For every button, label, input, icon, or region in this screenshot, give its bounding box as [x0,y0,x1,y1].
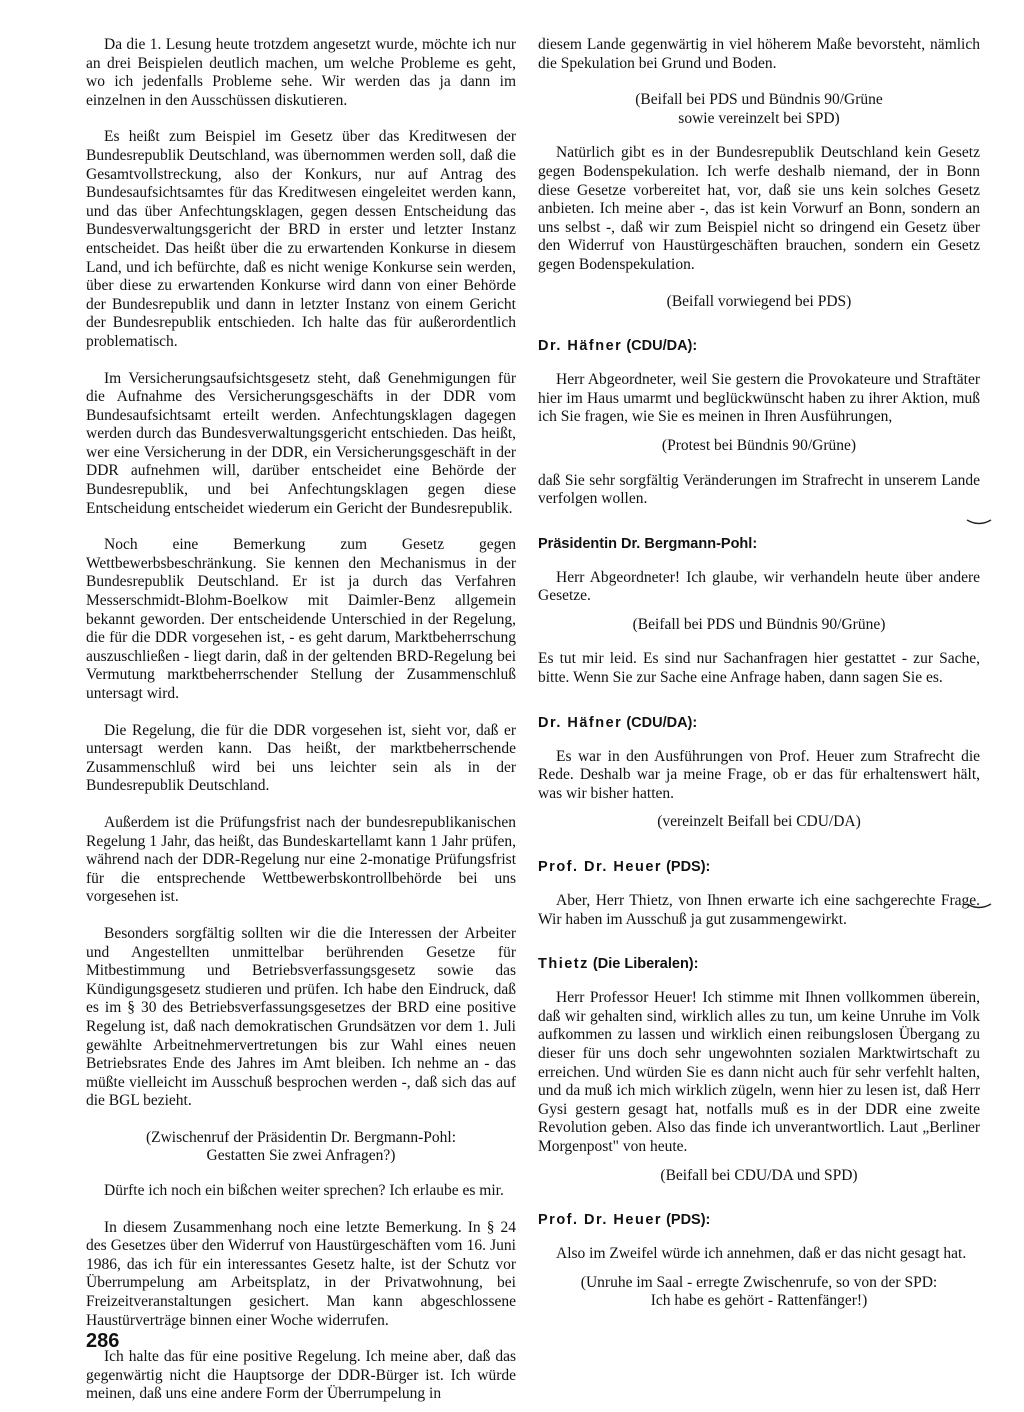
paragraph: Herr Professor Heuer! Ich stimme mit Ihnen vollkommen überein, daß wir gehalten sind, wirklich alles zu tun, um keine Unruhe im Volk aufkommen zu lassen und wirklich einen reibungslosen Übergang zu dieser für uns doch sehr ungewohnten sozialen Marktwirtschaft zu erreichen. Und würden Sie es dann nicht auch für sehr verfehlt halten, und da muß ich mich wirklich zügeln, wenn hier zu lesen ist, daß Herr Gysi gestern gesagt hat, notfalls muß es in der DDR eine zweite Revolution geben. Also das finde ich unverantwortlich. Laut „Berliner Morgenpost" von heute. [538,989,980,1155]
speaker-party: (CDU/DA): [626,338,698,355]
speaker-name: Dr. Häfner [538,714,623,731]
applause-line: (Beifall bei PDS und Bündnis 90/Grüne [635,91,883,109]
paragraph: Herr Abgeordneter, weil Sie gestern die Provokateure und Straftäter hier im Haus umarmt und beglückwünscht haben zu ihrer Aktion, muß ich Sie fragen, wie Sie es meinen in Ihren Ausführungen, [538,371,980,426]
interjection-line: (Zwischenruf der Präsidentin Dr. Bergmann-Pohl: [145,1128,457,1146]
applause-note: (Beifall vorwiegend bei PDS) [666,292,852,310]
paragraph: Die Regelung, die für die DDR vorgesehen ist, sieht vor, daß er untersagt werden kann. Das heißt, der marktbeherrschende Zusammenschluß wird bei uns leichter sein als in der Bundesrepublik Deutschland. [86,721,516,795]
speaker-party: (PDS): [666,859,711,876]
paragraph-continuation: diesem Lande gegenwärtig in viel höherem Maße bevorsteht, nämlich die Spekulation bei Grund und Boden. [538,36,980,72]
paragraph: Außerdem ist die Prüfungsfrist nach der bundesrepublikanischen Regelung 1 Jahr, das heißt, das Bundeskartellamt kann 1 Jahr prüfen, während nach der DDR-Regelung nur eine 2-monatige Prüfungsfrist für die entsprechende Wettbewerbskontrollbehörde bei uns vorgesehen ist. [86,813,516,906]
speaker-heading [538,1211,980,1229]
paragraph-continuation: daß Sie sehr sorgfältig Veränderungen im Strafrecht in unserem Lande verfolgen wollen. [538,471,980,508]
interjection-line: (Unruhe im Saal - erregte Zwischenrufe, so von der SPD: [580,1273,938,1291]
speaker-heading [538,858,980,876]
speaker-name: Prof. Dr. Heuer [538,1212,663,1229]
speaker-name: Dr. Häfner [538,338,623,355]
applause-line: sowie vereinzelt bei SPD) [678,109,840,127]
speaker-name: Thietz [538,956,589,973]
paragraph: Im Versicherungsaufsichtsgesetz steht, daß Genehmigungen für die Aufnahme des Versicherungsgeschäfts in der DDR vom Bundesaufsichtsamt erteilt werden. Anfechtungsklagen dagegen werden durch das Bundesverwaltungsgericht entschieden. Das heißt, wer eine Versicherung in der DDR, ein Versicherungsgeschäft in der DDR aufnehmen will, darüber entscheidet eine Behörde der Bundesrepublik, und bei Anfechtungsklagen gegen diese Entscheidung entscheidet wiederum ein Gericht der Bundesrepublik. [86,369,516,517]
paragraph: Es war in den Ausführungen von Prof. Heuer zum Strafrecht die Rede. Deshalb war ja meine Frage, ob er das für erhaltenswert hält, was wir bisher hatten. [538,747,980,802]
paragraph: Herr Abgeordneter! Ich glaube, wir verhandeln heute über andere Gesetze. [538,568,980,605]
page-number: 286 [86,1330,120,1352]
paragraph: Besonders sorgfältig sollten wir die die Interessen der Arbeiter und Angestellten unmittelbar berührenden Gesetze für Mitbestimmung und Betriebsverfassungsgesetz sowie das Kündigungsgesetz studieren und prüfen. Ich habe den Eindruck, daß es im § 30 des Betriebsverfassungsgesetzes der BRD eine positive Regelung ist, daß nach demokratischen Grundsätzen vor dem 1. Juli gewählte Arbeitnehmervertretungen bis zur Wahl eines neuen Betriebsrates Ende des Jahres im Amt bleiben. Ich nehme an - das müßte vielleicht im Ausschuß besprochen werden -, daß sich das auf die BGL bezieht. [86,924,516,1110]
interjection [538,1274,980,1311]
right-column [538,36,980,1327]
left-column [86,36,516,1404]
paragraph: Es heißt zum Beispiel im Gesetz über das Kreditwesen der Bundesrepublik Deutschland, was übernommen werden soll, daß die Gesamtvollstreckung, also der Konkurs, nur auf Antrag des Bundesaufsichtsamtes für das Kreditwesen eingeleitet werden kann, und das über Anfechtungsklagen, gegen dessen Entscheidung das Bundesverwaltungsgericht der BRD in erster und letzter Instanz entscheidet. Das heißt über die zu erwartenden Konkurse in diesem Land, und ich befürchte, daß es nicht wenige Konkurse sein werden, über diese zu erwartenden Konkurse wird dann von einer Behörde der Bundesrepublik und dann in letzter Instanz von einem Gericht der Bundesrepublik entschieden. Ich halte das für außerordentlich problematisch. [86,128,516,350]
speaker-name: Prof. Dr. Heuer [538,859,663,876]
margin-mark-glyph [966,518,992,528]
paragraph: Natürlich gibt es in der Bundesrepublik Deutschland kein Gesetz gegen Bodenspekulation. Ich werfe deshalb niemand, der in Bonn diese Gesetze vorbereitet hat, vor, daß sie uns kein solches Gesetz anbieten. Ich meine aber -, das ist kein Vorwurf an Bonn, sondern an uns selbst -, daß wir zum Beispiel nicht so dringend ein Gesetz über den Widerruf von Haustürgeschäften brauchen, sondern ein Gesetz gegen Bodenspekulation. [538,144,980,273]
speaker-heading [538,955,980,973]
interjection-line: Gestatten Sie zwei Anfragen?) [206,1147,396,1165]
applause-note: (Beifall bei CDU/DA und SPD) [660,1166,858,1184]
applause-note [538,91,980,128]
speaker-party: (CDU/DA): [626,714,698,731]
interjection-line: Ich habe es gehört - Rattenfänger!) [650,1292,868,1310]
paragraph: Dürfte ich noch ein bißchen weiter sprechen? Ich erlaube es mir. [104,1182,504,1200]
applause-note: (Beifall bei PDS und Bündnis 90/Grüne) [632,615,886,633]
margin-mark [966,518,992,528]
paragraph: Da die 1. Lesung heute trotzdem angesetzt wurde, möchte ich nur an drei Beispielen deutlich machen, um welche Probleme es geht, wo ich jedenfalls Probleme sehe. Wir werden das ja dann im einzelnen in den Ausschüssen diskutieren. [86,36,516,109]
margin-mark-glyph [966,902,992,912]
paragraph: Aber, Herr Thietz, von Ihnen erwarte ich eine sachgerechte Frage. Wir haben im Ausschuß ja gut zusammengewirkt. [538,892,980,928]
paragraph: Ich halte das für eine positive Regelung. Ich meine aber, daß das gegenwärtig nicht die Hauptsorge der DDR-Bürger ist. Ich würde meinen, daß uns eine andere Form der Überrumpelung in [86,1348,516,1403]
margin-mark [966,902,992,912]
paragraph: Noch eine Bemerkung zum Gesetz gegen Wettbewerbsbeschränkung. Sie kennen den Mechanismus in der Bundesrepublik Deutschland. Er ist ja durch das Verfahren Messerschmidt-Blohm-Boelkow mit Daimler-Benz allgemein bekannt geworden. Der entscheidende Unterschied in der Regelung, die für die DDR vorgesehen ist, - es geht darum, Marktbeherrschung auszuschließen - liegt darin, daß in der geltenden BRD-Regelung bei Vermutung marktbeherrschender Stellung der Zusammenschluß untersagt wird. [86,536,516,702]
speaker-heading [538,714,980,732]
speaker-name: Präsidentin Dr. Bergmann-Pohl: [538,535,758,552]
paragraph: In diesem Zusammenhang noch eine letzte Bemerkung. In § 24 des Gesetzes über den Widerruf von Haustürgeschäften vom 16. Juni 1986, das ich für ein interessantes Gesetz halte, ist der Schutz vor Überrumpelung am Arbeitsplatz, in der Privatwohnung, bei Freizeitveranstaltungen gesichert. Man kann abgeschlossene Haustürverträge binnen einer Woche widerrufen. [86,1218,516,1329]
applause-note: (vereinzelt Beifall bei CDU/DA) [657,813,861,831]
interjection [86,1129,516,1166]
paragraph: Also im Zweifel würde ich annehmen, daß er das nicht gesagt hat. [556,1245,967,1263]
speaker-heading [538,535,980,553]
speaker-heading [538,337,980,355]
protest-note: (Protest bei Bündnis 90/Grüne) [661,436,857,454]
speaker-party: (PDS): [666,1212,711,1229]
paragraph-continuation: Es tut mir leid. Es sind nur Sachanfragen hier gestattet - zur Sache, bitte. Wenn Sie zur Sache eine Anfrage haben, dann sagen Sie es. [538,650,980,687]
speaker-party: (Die Liberalen): [592,956,699,973]
